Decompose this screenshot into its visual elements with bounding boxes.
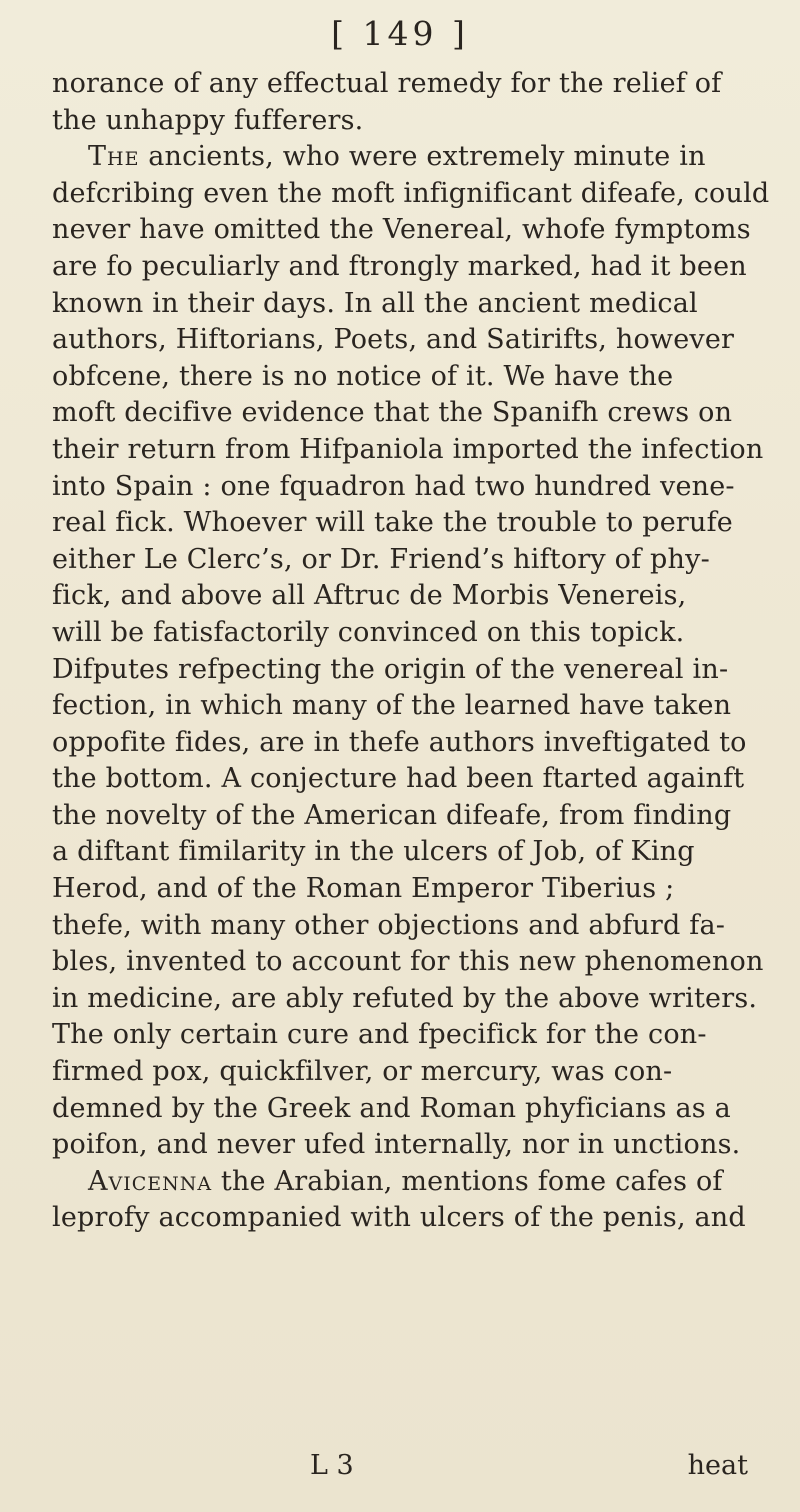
text-line: never have omitted the Venereal, whofe fymptoms: [52, 214, 751, 246]
text-line: the bottom. A conjecture had been ftarted againft: [52, 763, 745, 795]
catchword: heat: [687, 1450, 748, 1481]
text-line: poifon, and never ufed internally, nor in unctions.: [52, 1129, 741, 1161]
text-line: [52, 1164, 752, 1201]
paragraph-lead: The: [88, 141, 140, 173]
text-line: thefe, with many other objections and abfurd fa-: [52, 909, 726, 941]
text-line: known in their days. In all the ancient medical: [52, 287, 698, 319]
signature-mark: L 3: [310, 1450, 354, 1481]
text-line-rest: the Arabian, mentions fome cafes of: [212, 1165, 723, 1197]
text-line: demned by the Greek and Roman phyficians as a: [52, 1092, 731, 1124]
text-line: fection, in which many of the learned have taken: [52, 690, 732, 722]
text-line: into Spain : one fquadron had two hundred vene-: [52, 470, 735, 502]
text-line: leprofy accompanied with ulcers of the penis, and: [52, 1202, 746, 1234]
text-line: Herod, and of the Roman Emperor Tiberius ;: [52, 873, 675, 905]
text-line: fick, and above all Aftruc de Morbis Venereis,: [52, 580, 687, 612]
text-line: norance of any effectual remedy for the relief of: [52, 68, 722, 99]
text-line: authors, Hiftorians, Poets, and Satirifts, however: [52, 324, 735, 356]
text-line: firmed pox, quickfilver, or mercury, was con-: [52, 1056, 673, 1088]
text-line: in medicine, are ably refuted by the above writers.: [52, 982, 758, 1014]
text-line: The only certain cure and fpecifick for the con-: [52, 1019, 707, 1051]
text-line: the novelty of the American difeafe, from finding: [52, 799, 732, 831]
text-line: their return from Hifpaniola imported the infection: [52, 433, 764, 465]
text-line-rest: ancients, who were extremely minute in: [139, 141, 706, 173]
page-footer: [0, 1450, 800, 1490]
text-line: bles, invented to account for this new phenomenon: [52, 946, 764, 978]
text-line: [52, 139, 752, 176]
text-line: oppofite fides, are in thefe authors inveftigated to: [52, 726, 747, 758]
text-line: either Le Clerc’s, or Dr. Friend’s hiftory of phy-: [52, 543, 710, 575]
text-line: defcribing even the moft infignificant difeafe, could: [52, 177, 770, 209]
page-number: [ 149 ]: [331, 14, 469, 53]
text-line: Difputes refpecting the origin of the venereal in-: [52, 653, 729, 685]
text-line: moft decifive evidence that the Spanifh crews on: [52, 397, 733, 429]
text-line: real fick. Whoever will take the trouble to perufe: [52, 507, 733, 539]
text-line: will be fatisfactorily convinced on this topick.: [52, 616, 685, 648]
text-line: the unhappy fufferers.: [52, 104, 364, 136]
body-text: [52, 66, 770, 1237]
text-line: are fo peculiarly and ftrongly marked, had it been: [52, 250, 747, 282]
paragraph-lead: Avicenna: [88, 1165, 213, 1197]
text-line: a diftant fimilarity in the ulcers of Job, of King: [52, 836, 695, 868]
text-line: obfcene, there is no notice of it. We have the: [52, 360, 674, 392]
